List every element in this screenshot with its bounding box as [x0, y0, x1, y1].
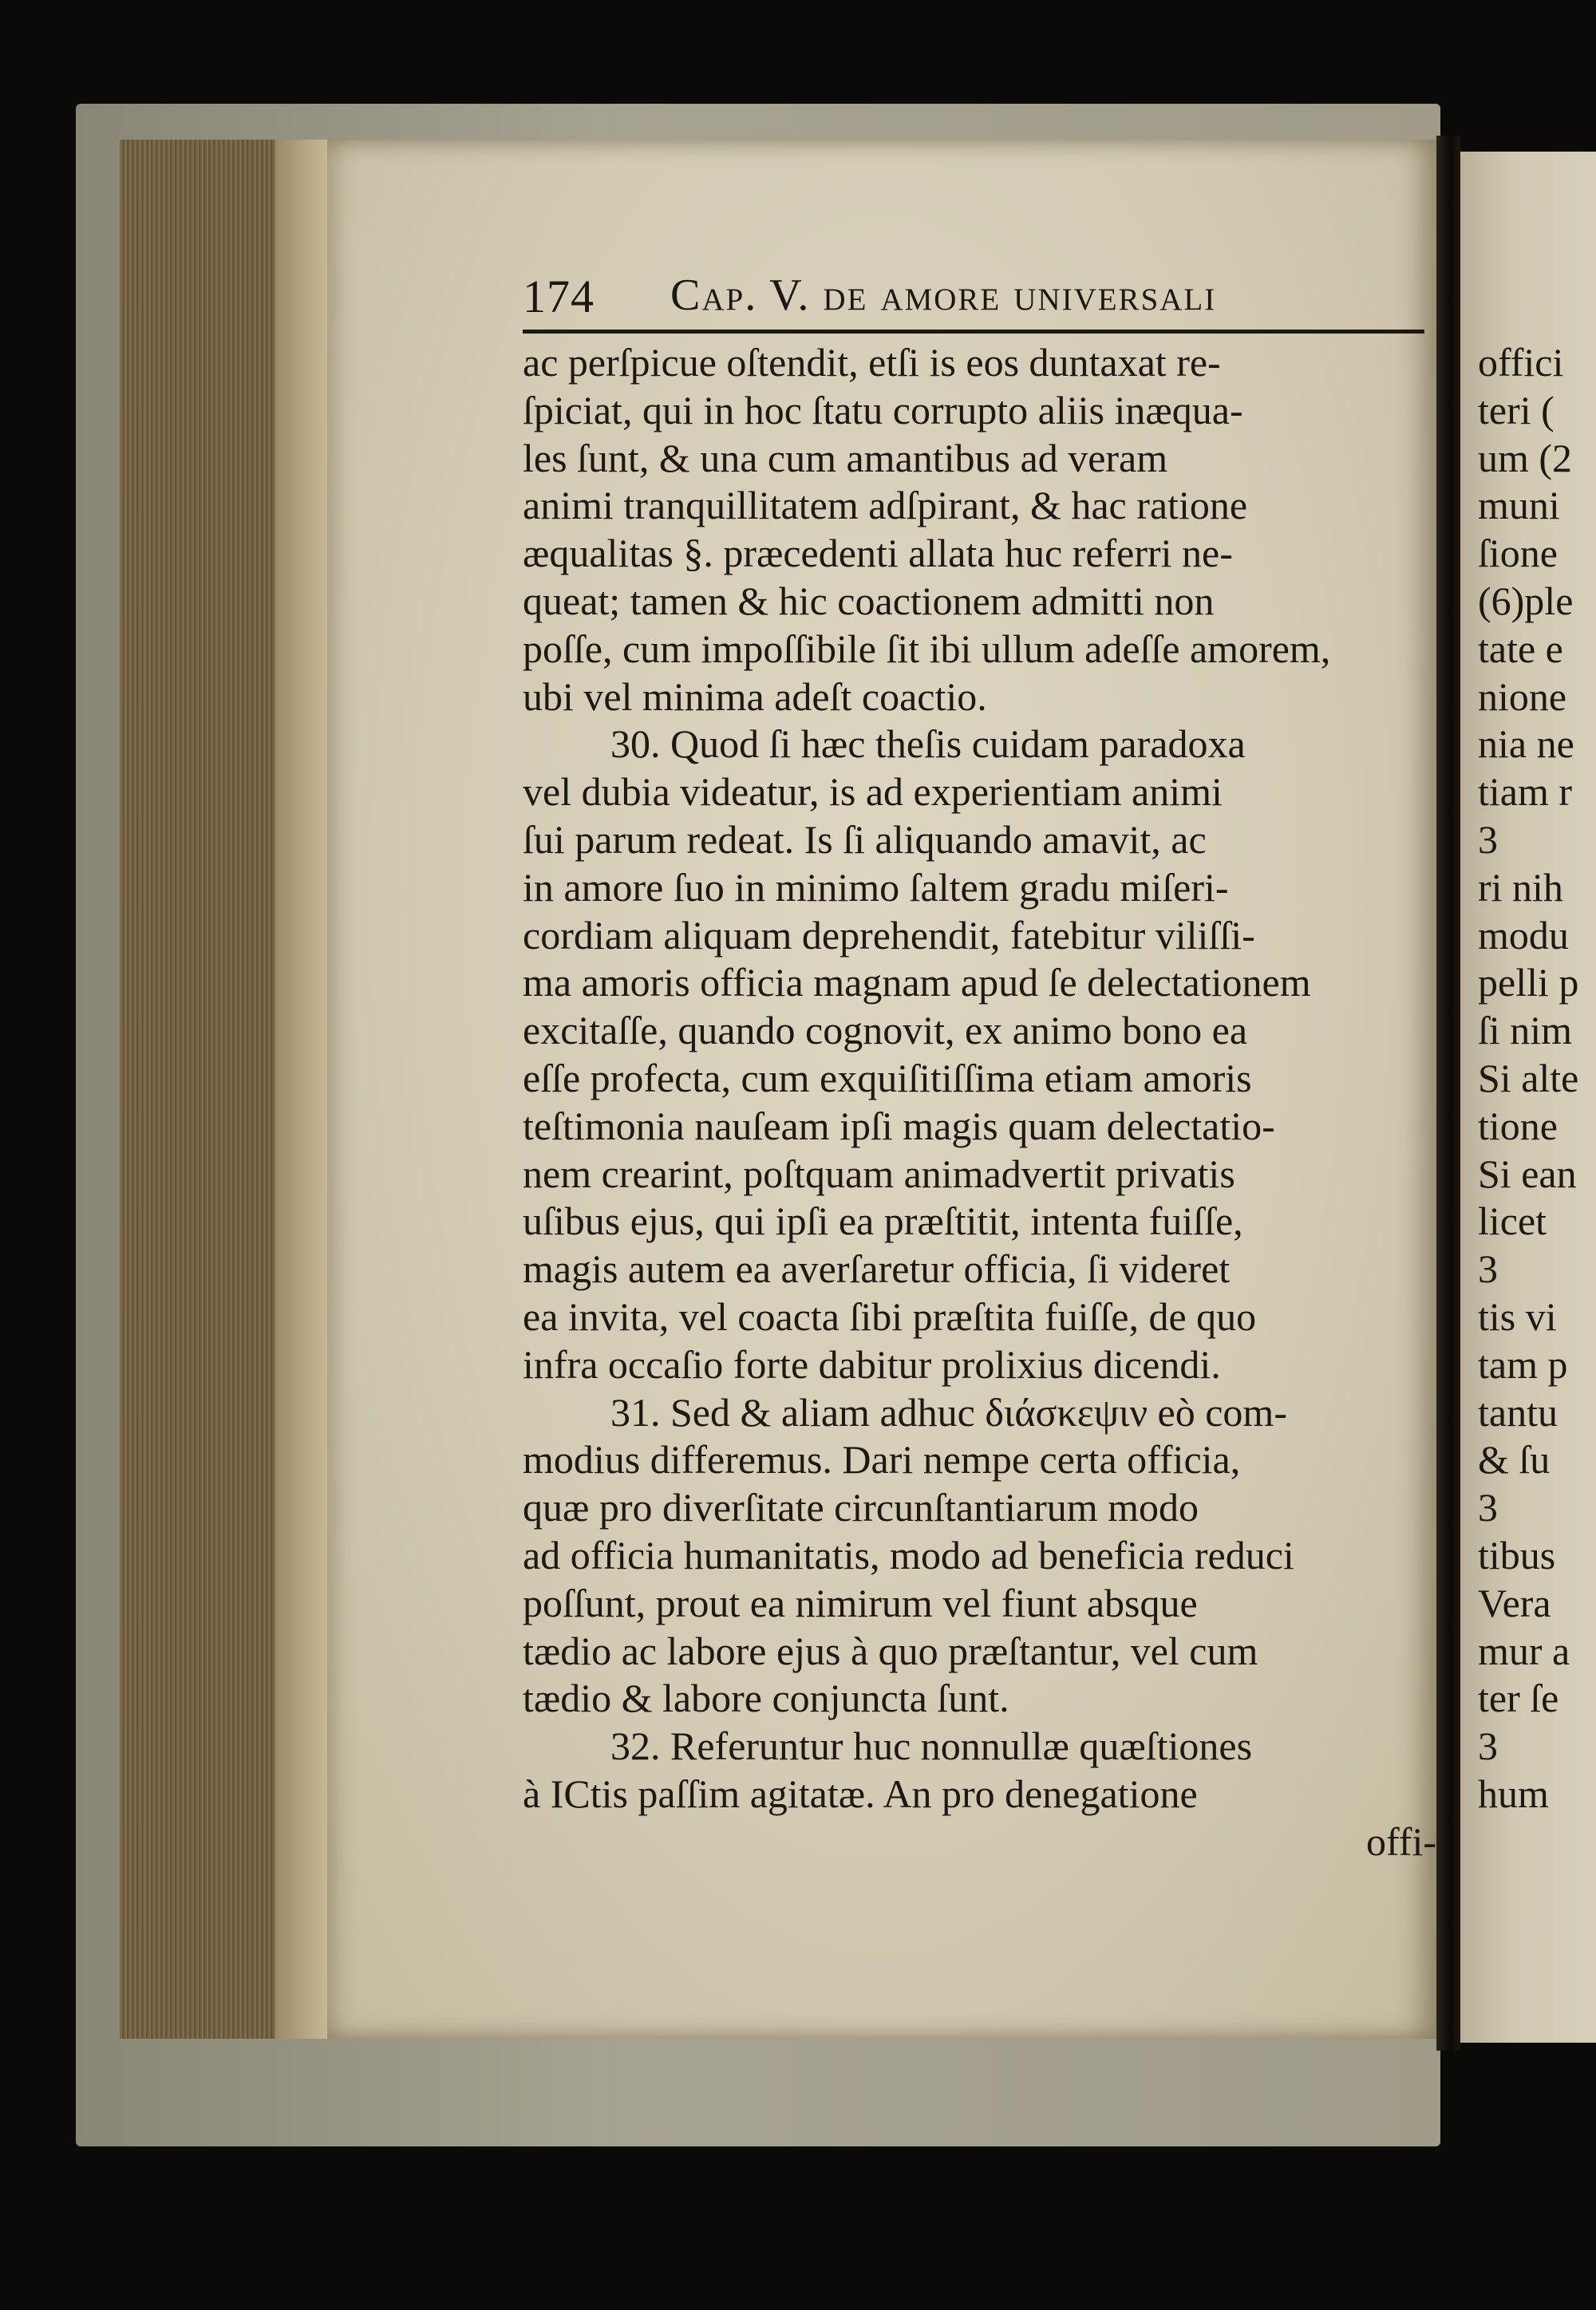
facing-page-line: tam p	[1478, 1341, 1568, 1387]
text-line: uſibus ejus, qui ipſi ea præſtitit, intenta fuiſſe,	[523, 1198, 1243, 1244]
text-line: poſſunt, prout ea nimirum vel fiunt absque	[523, 1580, 1198, 1625]
facing-page-line: Si ean	[1478, 1151, 1577, 1196]
text-line: infra occaſio forte dabitur prolixius dicendi.	[523, 1341, 1221, 1387]
catchword: offi-	[1366, 1818, 1436, 1864]
text-line: modius differemus. Dari nempe certa officia,	[523, 1437, 1241, 1483]
text-line: ſui parum redeat. Is ſi aliquando amavit, ac	[523, 816, 1207, 862]
facing-page-line: mur a	[1478, 1628, 1570, 1673]
facing-page-line: 3	[1478, 1724, 1498, 1769]
text-line: in amore ſuo in minimo ſaltem gradu miſeri-	[523, 864, 1229, 910]
text-line: ac perſpicue oſtendit, etſi is eos duntaxat re-	[523, 340, 1221, 385]
facing-page-line: ri nih	[1478, 864, 1563, 910]
facing-page-line: 3	[1478, 1246, 1498, 1292]
text-line: ma amoris officia magnam apud ſe delectationem	[523, 960, 1311, 1005]
text-line: tædio & labore conjuncta ſunt.	[523, 1676, 1009, 1721]
text-line: teſtimonia nauſeam ipſi magis quam delectatio-	[523, 1103, 1275, 1148]
page-number: 174	[523, 270, 595, 322]
facing-page-line: pelli p	[1478, 960, 1579, 1005]
book-gutter	[1436, 136, 1460, 2051]
text-line: 30. Quod ſi hæc theſis cuidam paradoxa	[610, 721, 1246, 767]
text-line: vel dubia videatur, is ad experientiam animi	[523, 769, 1223, 815]
text-line: nem crearint, poſtquam animadvertit privatis	[523, 1151, 1235, 1196]
facing-page-line: tantu	[1478, 1389, 1558, 1435]
facing-page-line: modu	[1478, 912, 1569, 958]
header-rule	[523, 330, 1424, 334]
facing-page-line: Si alte	[1478, 1055, 1579, 1100]
text-line: cordiam aliquam deprehendit, fatebitur viliſſi-	[523, 912, 1255, 958]
body-text	[523, 339, 1436, 1866]
facing-page-line: 3	[1478, 816, 1498, 862]
facing-page-line: tiam r	[1478, 769, 1573, 815]
facing-page-line: muni	[1478, 483, 1560, 528]
text-line: excitaſſe, quando cognovit, ex animo bono ea	[523, 1008, 1248, 1053]
facing-page-line: offici	[1478, 340, 1564, 385]
facing-page	[1460, 152, 1596, 2043]
text-line: quæ pro diverſitate circunſtantiarum modo	[523, 1485, 1199, 1530]
text-line: ſpiciat, qui in hoc ſtatu corrupto aliis inæqua-	[523, 387, 1243, 432]
text-line: animi tranquillitatem adſpirant, & hac ratione	[523, 483, 1248, 528]
facing-page-line: um (2	[1478, 435, 1573, 480]
facing-page-line: tione	[1478, 1103, 1558, 1148]
facing-page-line: nione	[1478, 673, 1567, 719]
text-line: ubi vel minima adeſt coactio.	[523, 673, 987, 719]
facing-page-line: tis vi	[1478, 1293, 1557, 1339]
facing-page-text	[1460, 339, 1578, 1818]
facing-page-line: ter ſe	[1478, 1676, 1559, 1721]
text-line: tædio ac labore ejus à quo præſtantur, vel cum	[523, 1628, 1258, 1673]
text-line: 31. Sed & aliam adhuc διάσκεψιν eò com-	[610, 1389, 1287, 1435]
facing-page-line: tate e	[1478, 626, 1563, 671]
facing-page-line: teri (	[1478, 387, 1555, 432]
facing-page-line: & ſu	[1478, 1437, 1551, 1483]
running-title: Cap. V. de amore universali	[670, 270, 1217, 320]
facing-page-line: 3	[1478, 1485, 1498, 1530]
page-block-edge-highlight	[275, 140, 331, 2039]
text-line: æqualitas §. præcedenti allata huc referri ne-	[523, 531, 1233, 576]
text-line: ea invita, vel coacta ſibi præſtita fuiſſe, de quo	[523, 1293, 1257, 1339]
text-line: ad officia humanitatis, modo ad beneficia reduci	[523, 1532, 1294, 1578]
text-line: poſſe, cum impoſſibile ſit ibi ullum adeſſe amorem,	[523, 626, 1331, 671]
facing-page-line: hum	[1478, 1771, 1549, 1816]
facing-page-line: Vera	[1478, 1580, 1551, 1625]
text-line: queat; tamen & hic coactionem admitti non	[523, 578, 1215, 623]
facing-page-line: (6)ple	[1478, 578, 1574, 623]
facing-page-line: ſione	[1478, 531, 1558, 576]
facing-page-line: licet	[1478, 1198, 1547, 1244]
facing-page-line: ſi nim	[1478, 1008, 1573, 1053]
text-line: à ICtis paſſim agitatæ. An pro denegatione	[523, 1771, 1198, 1816]
text-line: eſſe profecta, cum exquiſitiſſima etiam amoris	[523, 1055, 1252, 1100]
text-line: les ſunt, & una cum amantibus ad veram	[523, 435, 1168, 480]
facing-page-line: nia ne	[1478, 721, 1574, 767]
text-line: magis autem ea averſaretur officia, ſi videret	[523, 1246, 1231, 1292]
text-line: 32. Referuntur huc nonnullæ quæſtiones	[610, 1724, 1253, 1769]
facing-page-line: tibus	[1478, 1532, 1556, 1578]
